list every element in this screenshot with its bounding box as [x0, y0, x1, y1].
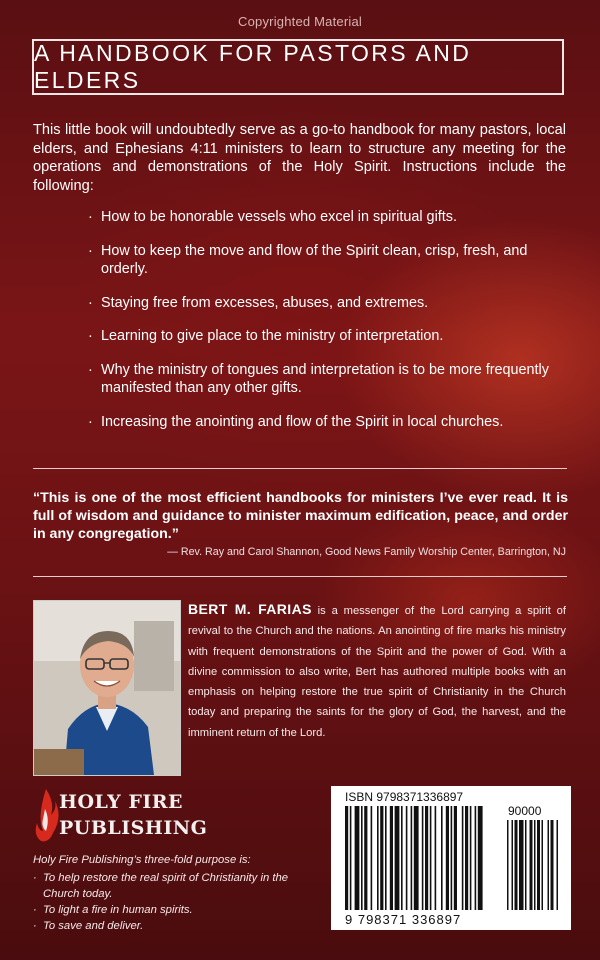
purpose-title: Holy Fire Publishing’s three-fold purpose is:: [33, 854, 251, 866]
flame-icon: [33, 787, 59, 845]
barcode-bars: [331, 786, 571, 930]
publisher-logo-line1: HOLY FIRE: [59, 791, 183, 813]
barcode-number: 9 798371 336897: [345, 912, 462, 927]
isbn-label: ISBN 9798371336897: [345, 790, 464, 804]
author-bio-text: is a messenger of the Lord carrying a spirit of revival to the Church and the nations. An anointing of fire marks his ministry with frequent demonstrations of the Spirit and the power of God. With a divine commission to also write, Bert has authored multiple books with an emphasis on helping restore the true spirit of Christianity in the Church today and preparing the saints for the glory of God, the harvest, and the imminent return of the Lord.: [188, 605, 567, 739]
isbn-barcode: [331, 786, 571, 930]
purpose-item: · To help restore the real spirit of Christianity in the Church today.: [33, 870, 323, 902]
heading-box: [32, 39, 564, 95]
instruction-item: · Staying free from excesses, abuses, and extremes.: [88, 294, 558, 313]
heading-title: A HANDBOOK FOR PASTORS AND ELDERS: [34, 40, 472, 93]
instruction-item: · Increasing the anointing and flow of the Spirit in local churches.: [88, 413, 558, 432]
purpose-item: · To light a fire in human spirits.: [33, 902, 323, 918]
instruction-item: · Why the ministry of tongues and interpretation is to be more frequently manifested than any other gifts.: [88, 361, 558, 398]
endorsement-quote: “This is one of the most efficient handbooks for ministers I’ve ever read. It is full of wisdom and guidance to minister maximum edification, peace, and order in any congregation.”: [33, 490, 568, 542]
instruction-item: · How to be honorable vessels who excel in spiritual gifts.: [88, 208, 558, 227]
author-photo: [33, 600, 181, 776]
publisher-logo: [33, 787, 208, 847]
divider-bottom: [33, 576, 567, 577]
author-portrait-illustration: [34, 601, 180, 775]
publisher-logo-line2: PUBLISHING: [59, 817, 208, 839]
instruction-list: [88, 208, 558, 446]
instruction-item: · Learning to give place to the ministry of interpretation.: [88, 327, 558, 346]
price-code: 90000: [508, 804, 542, 818]
publisher-purpose: [33, 852, 323, 934]
purpose-item: · To save and deliver.: [33, 918, 323, 934]
intro-paragraph: This little book will undoubtedly serve as a go-to handbook for many pastors, local elders, and Ephesians 4:11 ministers to learn to structure any meeting for the operations and demonstrations of the Holy Spirit. Instructions include the following:: [33, 122, 566, 194]
author-name: BERT M. FARIAS: [188, 601, 312, 617]
instruction-item: · How to keep the move and flow of the Spirit clean, crisp, fresh, and orderly.: [88, 242, 558, 279]
copyright-watermark: Copyrighted Material: [238, 14, 362, 29]
endorsement-attribution: — Rev. Ray and Carol Shannon, Good News Family Worship Center, Barrington, NJ: [167, 546, 566, 558]
divider-top: [33, 468, 567, 469]
author-bio: [188, 599, 566, 743]
